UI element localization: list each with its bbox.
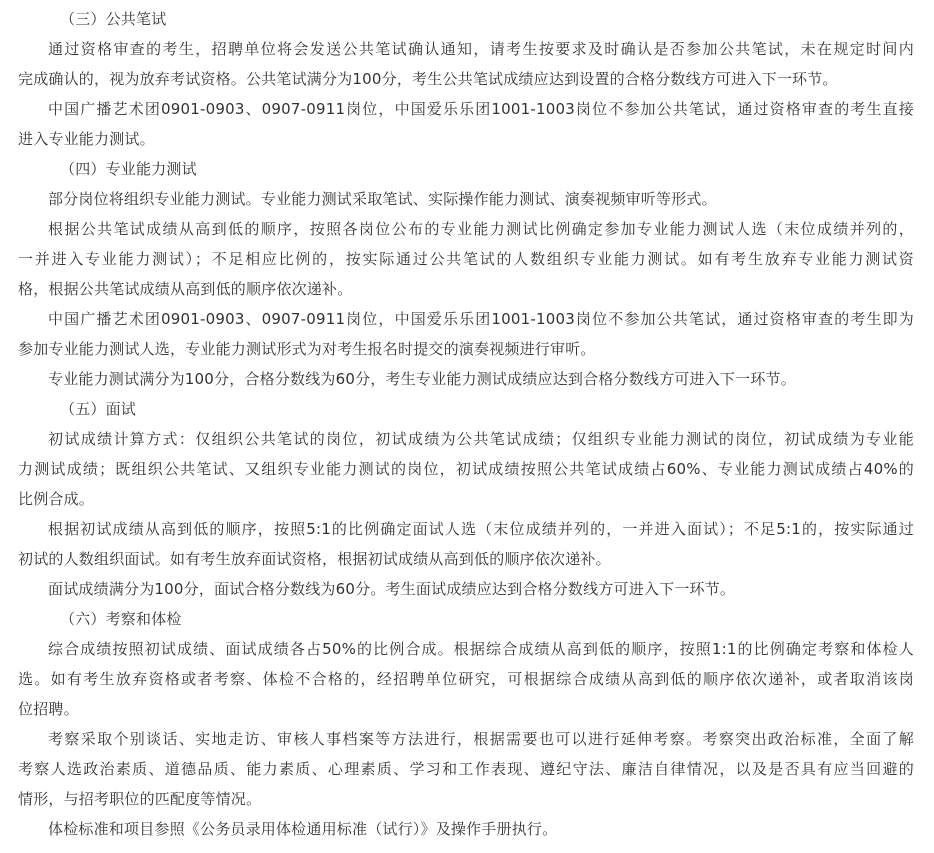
paragraph-line: 专业能力测试满分为100分，合格分数线为60分，考生专业能力测试成绩应达到合格分数线方可进入下一环节。 [48,370,796,388]
paragraph-line: 初试的人数组织面试。如有考生放弃面试资格，根据初试成绩从高到低的顺序依次递补。 [18,550,611,568]
paragraph-line: 考察人选政治素质、道德品质、能力素质、心理素质、学习和工作表现、遵纪守法、廉洁自律情况，以及是否具有应当回避的 [18,760,914,778]
paragraph-line: 位招聘。 [18,700,79,718]
paragraph-line: 完成确认的，视为放弃考试资格。公共笔试满分为100分，考生公共笔试成绩应达到设置的合格分数线方可进入下一环节。 [18,70,838,88]
section-heading-6: （六）考察和体检 [60,610,182,628]
paragraph-line: 面试成绩满分为100分，面试合格分数线为60分。考生面试成绩应达到合格分数线方可进入下一环节。 [48,580,736,598]
section-heading-5: （五）面试 [60,400,137,418]
paragraph-line: 部分岗位将组织专业能力测试。专业能力测试采取笔试、实际操作能力测试、演奏视频审听等形式。 [48,190,717,208]
paragraph-line: 格，根据公共笔试成绩从高到低的顺序依次递补。 [18,280,353,298]
paragraph-line: 综合成绩按照初试成绩、面试成绩各占50%的比例合成。根据综合成绩从高到低的顺序，按照1:1的比例确定考察和体检人 [48,640,914,658]
paragraph-line: 中国广播艺术团0901-0903、0907-0911岗位，中国爱乐乐团1001-1003岗位不参加公共笔试，通过资格审查的考生即为 [48,310,914,328]
paragraph-line: 考察采取个别谈话、实地走访、审核人事档案等方法进行，根据需要也可以进行延伸考察。考察突出政治标准，全面了解 [48,730,914,748]
paragraph-line: 选。如有考生放弃资格或者考察、体检不合格的，经招聘单位研究，可根据综合成绩从高到低的顺序依次递补，或者取消该岗 [18,670,914,688]
paragraph-line: 参加专业能力测试人选，专业能力测试形式为对考生报名时提交的演奏视频进行审听。 [18,340,596,358]
paragraph-line: 根据初试成绩从高到低的顺序，按照5:1的比例确定面试人选（末位成绩并列的，一并进入面试）；不足5:1的，按实际通过 [48,520,914,538]
paragraph-line: 情形，与招考职位的匹配度等情况。 [18,790,262,808]
paragraph-line: 体检标准和项目参照《公务员录用体检通用标准（试行）》及操作手册执行。 [48,820,558,838]
paragraph-line: 根据公共笔试成绩从高到低的顺序，按照各岗位公布的专业能力测试比例确定参加专业能力测试人选（末位成绩并列的， [48,220,914,238]
paragraph-line: 初试成绩计算方式：仅组织公共笔试的岗位，初试成绩为公共笔试成绩；仅组织专业能力测试的岗位，初试成绩为专业能 [48,430,914,448]
section-heading-4: （四）专业能力测试 [60,160,197,178]
paragraph-line: 比例合成。 [18,490,95,508]
paragraph-line: 力测试成绩；既组织公共笔试、又组织专业能力测试的岗位，初试成绩按照公共笔试成绩占60%、专业能力测试成绩占40%的 [18,460,914,478]
paragraph-line: 进入专业能力测试。 [18,130,155,148]
paragraph-line: 一并进入专业能力测试）；不足相应比例的，按实际通过公共笔试的人数组织专业能力测试。如有考生放弃专业能力测试资 [18,250,914,268]
section-heading-3: （三）公共笔试 [60,10,167,28]
paragraph-line: 中国广播艺术团0901-0903、0907-0911岗位，中国爱乐乐团1001-1003岗位不参加公共笔试，通过资格审查的考生直接 [48,100,914,118]
paragraph-line: 通过资格审查的考生，招聘单位将会发送公共笔试确认通知，请考生按要求及时确认是否参加公共笔试，未在规定时间内 [48,40,914,58]
